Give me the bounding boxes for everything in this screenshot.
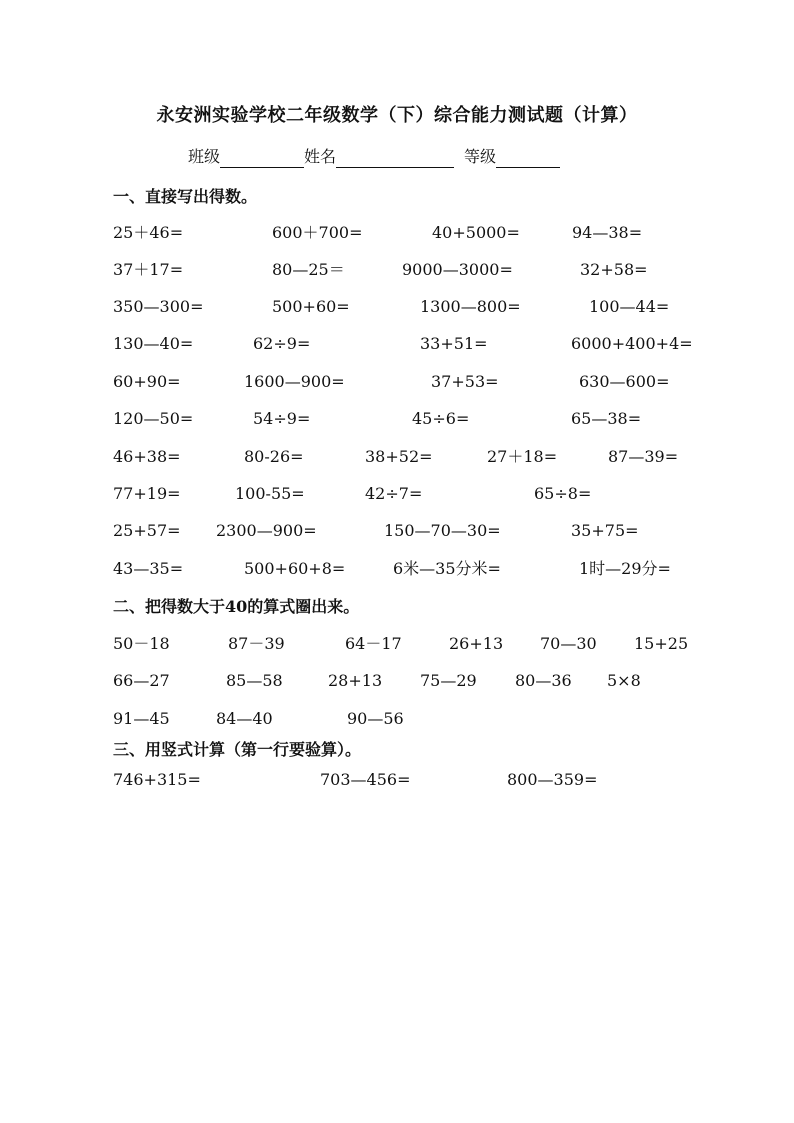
problem-item: 6米—35分米= [393,559,501,578]
expression-item: 90—56 [347,709,404,728]
problem-item: 500+60= [272,297,350,316]
expression-item: 80—36 [515,671,572,690]
problem-item: 120—50= [113,409,194,428]
expression-item: 87－39 [228,634,285,653]
problem-item: 32+58= [580,260,648,279]
name-label: 姓名 [304,147,337,166]
expression-item: 28+13 [328,671,383,690]
problem-item: 150—70—30= [384,521,501,540]
problem-item: 25+57= [113,521,181,540]
class-field[interactable] [220,150,304,168]
problem-item: 46+38= [113,447,181,466]
problem-item: 100-55= [235,484,305,503]
section1-heading: 一、直接写出得数。 [113,187,258,206]
problem-item: 45÷6= [412,409,470,428]
problem-item: 2300—900= [216,521,317,540]
expression-item: 26+13 [449,634,504,653]
class-label: 班级 [188,147,221,166]
student-info-row [188,146,560,168]
problem-item: 65÷8= [534,484,592,503]
expression-item: 85—58 [226,671,283,690]
expression-item: 5×8 [607,671,641,690]
problem-item: 87—39= [608,447,679,466]
section2-heading: 二、把得数大于40的算式圈出来。 [113,597,360,616]
expression-item: 91—45 [113,709,170,728]
expression-item: 84—40 [216,709,273,728]
problem-item: 37+53= [431,372,499,391]
problem-item: 27＋18= [487,447,558,466]
worksheet-title: 永安洲实验学校二年级数学（下）综合能力测试题（计算） [156,105,638,126]
problem-item: 80-26= [244,447,304,466]
problem-item: 54÷9= [253,409,311,428]
problem-item: 1时—29分= [579,559,671,578]
problem-item: 130—40= [113,334,194,353]
expression-item: 70—30 [540,634,597,653]
problem-item: 1300—800= [420,297,521,316]
problem-item: 350—300= [113,297,204,316]
problem-item: 77+19= [113,484,181,503]
name-field[interactable] [336,150,454,168]
vertical-calc-item: 746+315= [113,770,201,789]
expression-item: 75—29 [420,671,477,690]
problem-item: 42÷7= [365,484,423,503]
grade-field[interactable] [496,150,560,168]
problem-item: 37＋17= [113,260,184,279]
problem-item: 65—38= [571,409,642,428]
expression-item: 15+25 [634,634,689,653]
vertical-calc-item: 703—456= [320,770,411,789]
expression-item: 64－17 [345,634,402,653]
problem-item: 43—35= [113,559,184,578]
problem-item: 9000—3000= [402,260,513,279]
problem-item: 500+60+8= [244,559,346,578]
problem-item: 35+75= [571,521,639,540]
expression-item: 66—27 [113,671,170,690]
problem-item: 60+90= [113,372,181,391]
problem-item: 38+52= [365,447,433,466]
problem-item: 94—38= [572,223,643,242]
problem-item: 6000+400+4= [571,334,693,353]
problem-item: 600＋700= [272,223,363,242]
problem-item: 62÷9= [253,334,311,353]
vertical-calc-item: 800—359= [507,770,598,789]
grade-label: 等级 [464,147,497,166]
problem-item: 40+5000= [432,223,520,242]
problem-item: 100—44= [589,297,670,316]
problem-item: 1600—900= [244,372,345,391]
expression-item: 50－18 [113,634,170,653]
problem-item: 33+51= [420,334,488,353]
problem-item: 25＋46= [113,223,184,242]
problem-item: 80—25＝ [272,260,345,279]
section3-heading: 三、用竖式计算（第一行要验算）。 [113,740,362,759]
problem-item: 630—600= [579,372,670,391]
